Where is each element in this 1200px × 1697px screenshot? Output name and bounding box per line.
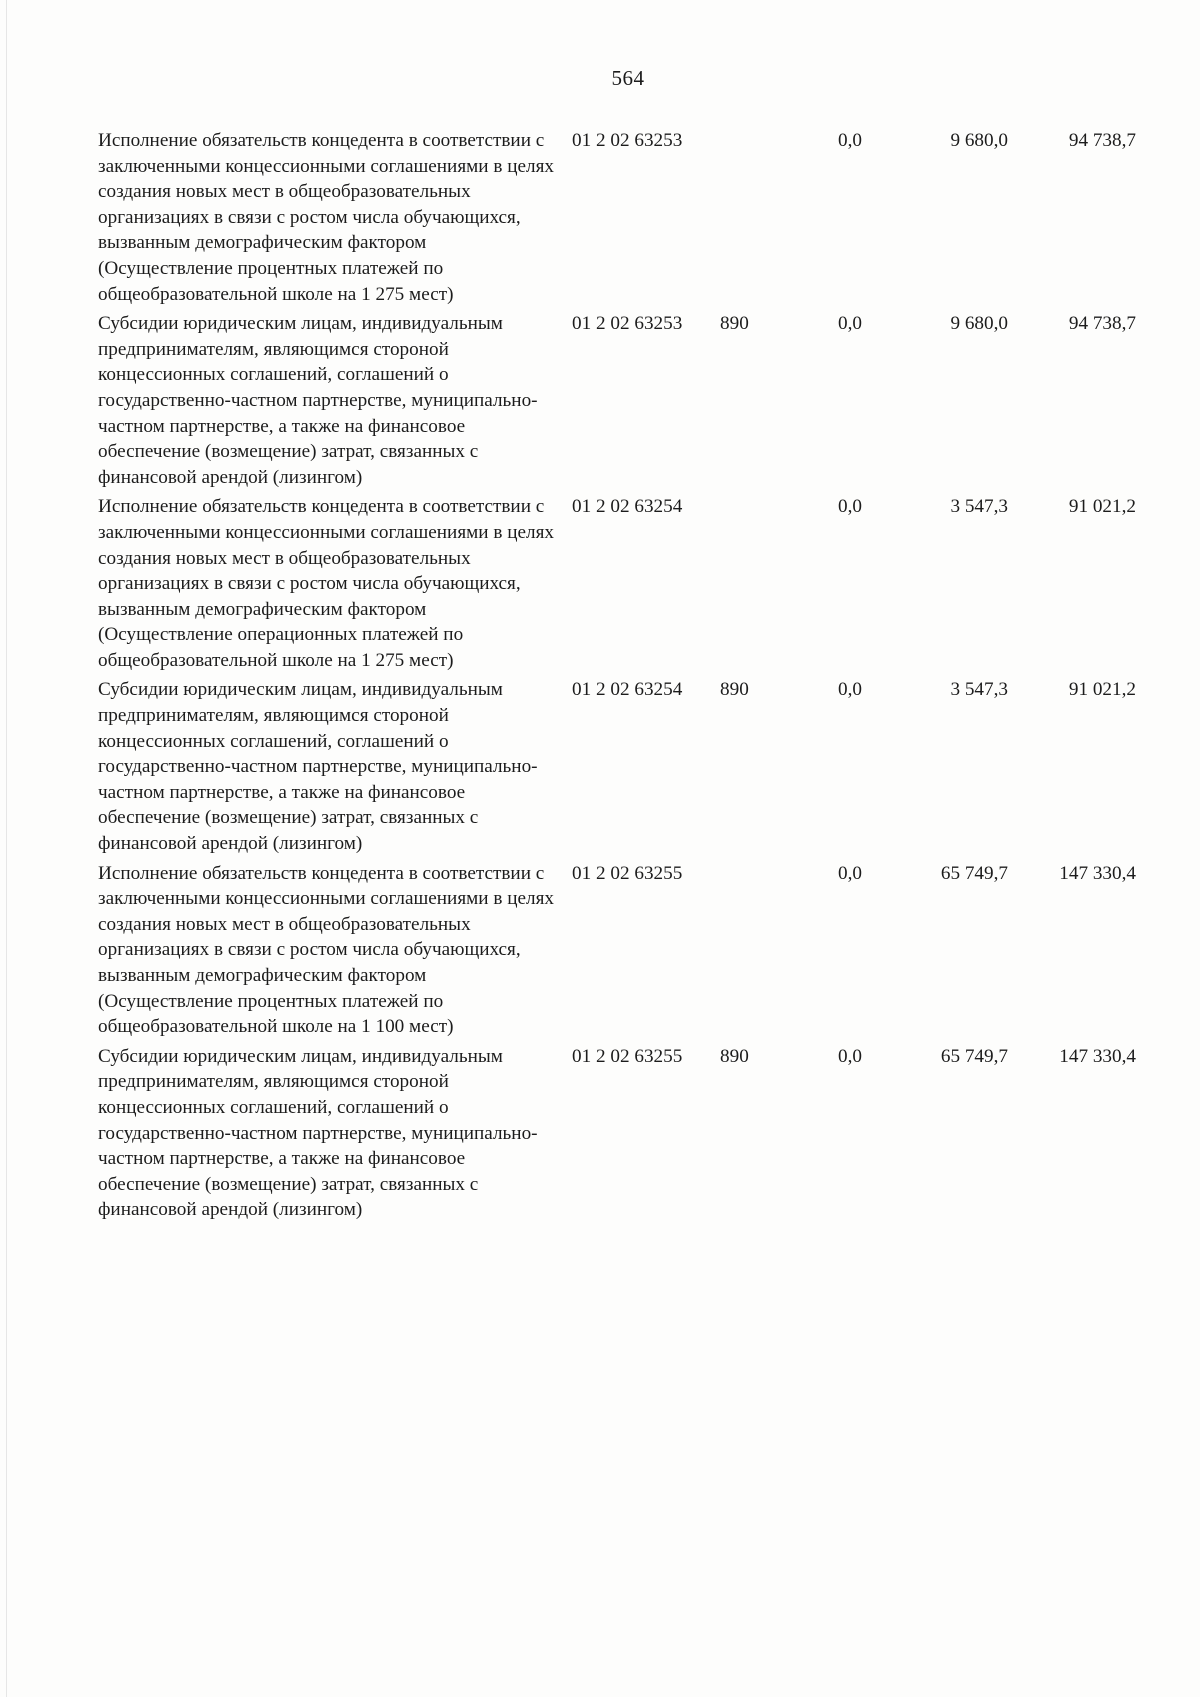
row-expense-type: 890 — [720, 679, 749, 701]
row-value-2: 3 547,3 — [950, 679, 1008, 701]
row-description: Исполнение обязательств концедента в соответствии с заключенными концессионными соглашениями в целях создания новых мест в общеобразовательных организациях в связи с ростом числа обучающихся, вызванным демографическим фактором (Осуществление процентных платежей по общеобразовательной школе на 1 275 мест) — [98, 130, 554, 305]
row-value-2: 65 749,7 — [940, 1045, 1008, 1067]
table-row — [98, 677, 1168, 856]
row-value-1: 0,0 — [838, 679, 862, 701]
row-value-1: 0,0 — [838, 313, 862, 335]
row-value-3: 94 738,7 — [1068, 130, 1136, 151]
table-row — [98, 494, 1168, 673]
row-target-code: 01 2 02 63254 — [572, 496, 683, 518]
row-value-3: 91 021,2 — [1068, 496, 1136, 518]
row-expense-type: 890 — [720, 313, 749, 335]
row-value-2: 65 749,7 — [940, 862, 1008, 884]
row-description: Субсидии юридическим лицам, индивидуальным предпринимателям, являющимся стороной концессионных соглашений, соглашений о государственно-частном партнерстве, муниципально-частном партнерстве, а также на финансовое обеспечение (возмещение) затрат, связанных с финансовой арендой (лизингом) — [98, 1045, 538, 1221]
table-row — [98, 128, 1168, 307]
row-value-1: 0,0 — [838, 496, 862, 518]
page-number: 564 — [611, 66, 645, 90]
row-description: Исполнение обязательств концедента в соответствии с заключенными концессионными соглашениями в целях создания новых мест в общеобразовательных организациях в связи с ростом числа обучающихся, вызванным демографическим фактором (Осуществление операционных платежей по общеобразовательной школе на 1 275 мест) — [98, 496, 554, 671]
row-target-code: 01 2 02 63255 — [572, 1045, 683, 1067]
row-value-3: 94 738,7 — [1068, 313, 1136, 335]
row-value-1: 0,0 — [838, 862, 862, 884]
row-value-3: 147 330,4 — [1059, 1045, 1136, 1067]
row-target-code: 01 2 02 63255 — [572, 862, 683, 884]
row-target-code: 01 2 02 63254 — [572, 679, 683, 701]
row-target-code: 01 2 02 63253 — [572, 313, 683, 335]
table-row — [98, 1044, 1168, 1223]
row-value-2: 9 680,0 — [950, 313, 1008, 335]
row-expense-type: 890 — [720, 1045, 749, 1067]
budget-table — [98, 128, 1168, 1227]
row-description: Субсидии юридическим лицам, индивидуальным предпринимателям, являющимся стороной концессионных соглашений, соглашений о государственно-частном партнерстве, муниципально-частном партнерстве, а также на финансовое обеспечение (возмещение) затрат, связанных с финансовой арендой (лизингом) — [98, 313, 538, 488]
row-target-code: 01 2 02 63253 — [572, 130, 683, 151]
row-value-2: 3 547,3 — [950, 496, 1008, 518]
table-row — [98, 311, 1168, 490]
row-value-3: 147 330,4 — [1059, 862, 1136, 884]
row-value-1: 0,0 — [838, 130, 862, 151]
row-description: Исполнение обязательств концедента в соответствии с заключенными концессионными соглашениями в целях создания новых мест в общеобразовательных организациях в связи с ростом числа обучающихся, вызванным демографическим фактором (Осуществление процентных платежей по общеобразовательной школе на 1 100 мест) — [98, 862, 554, 1038]
row-value-2: 9 680,0 — [950, 130, 1008, 151]
row-description: Субсидии юридическим лицам, индивидуальным предпринимателям, являющимся стороной концессионных соглашений, соглашений о государственно-частном партнерстве, муниципально-частном партнерстве, а также на финансовое обеспечение (возмещение) затрат, связанных с финансовой арендой (лизингом) — [98, 679, 538, 855]
table-row — [98, 861, 1168, 1040]
row-value-1: 0,0 — [838, 1045, 862, 1067]
row-value-3: 91 021,2 — [1068, 679, 1136, 701]
scan-edge-line — [6, 0, 7, 1697]
